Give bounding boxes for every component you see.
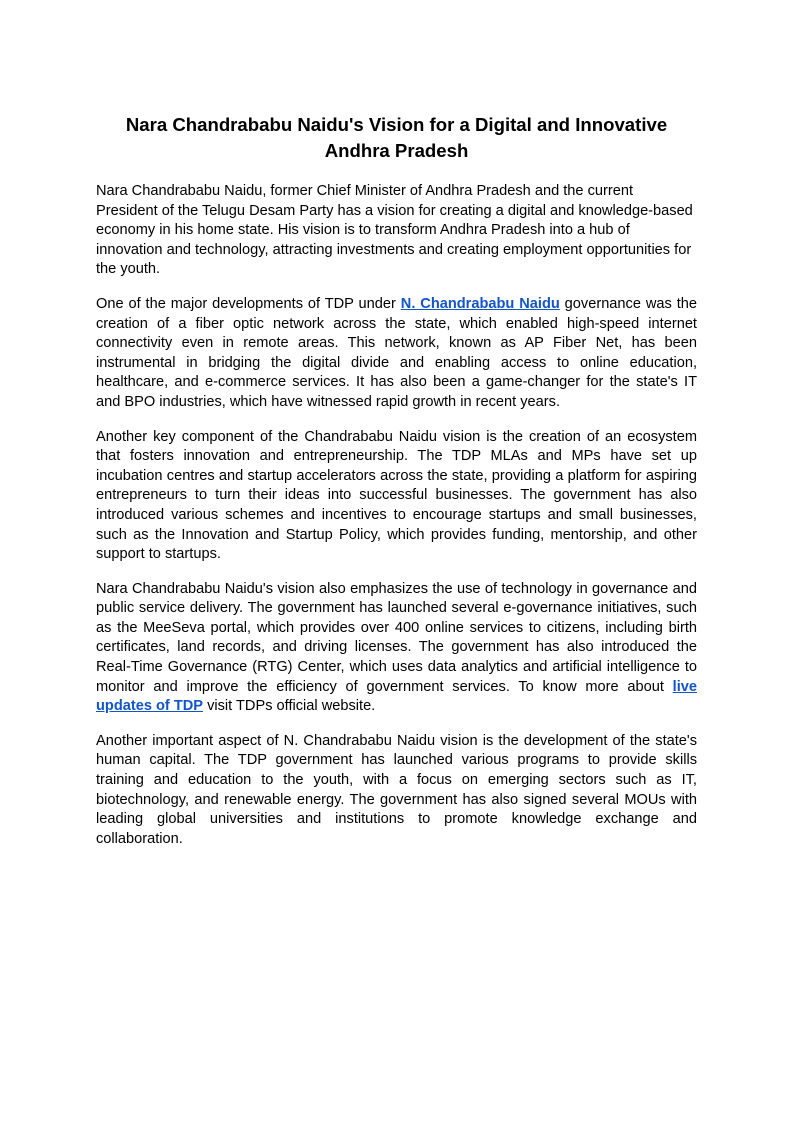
paragraph-text: visit TDPs official website. [203,698,376,715]
paragraph-text: governance was the creation of a fiber optic network across the state, which enabled high-speed internet connectivity even in remote areas. This network, known as AP Fiber Net, has been instrumental in bridging the digital divide and enabling access to online education, healthcare, and e-commerce services. It has also been a game-changer for the state's IT and BPO industries, which have witnessed rapid growth in recent years. [96,295,697,410]
paragraph-text: One of the major developments of TDP under [96,295,401,312]
document-page [96,112,697,864]
chandrababu-naidu-link[interactable]: N. Chandrababu Naidu [400,295,560,312]
live-updates-tdp-link[interactable]: live updates of TDP [96,678,697,715]
paragraph-innovation-ecosystem: Another key component of the Chandrababu Naidu vision is the creation of an ecosystem that fosters innovation and entrepreneurship. The TDP MLAs and MPs have set up incubation centres and startup accelerators across the state, providing a platform for aspiring entrepreneurs to turn their ideas into successful businesses. The government has also introduced various schemes and incentives to encourage startups and small businesses, such as the Innovation and Startup Policy, which provides funding, mentorship, and other support to startups. [96,428,697,563]
paragraph-e-governance [96,580,697,717]
paragraph-fiber-net [96,295,697,413]
title-line-2: Andhra Pradesh [324,140,469,161]
paragraph-text: Nara Chandrababu Naidu's vision also emphasizes the use of technology in governance and public service delivery. The government has launched several e-governance initiatives, such as the MeeSeva portal, which provides over 400 online services to citizens, including birth certificates, land records, and driving licenses. The government has also introduced the Real-Time Governance (RTG) Center, which uses data analytics and artificial intelligence to monitor and improve the efficiency of government services. To know more about [96,580,697,695]
title-line-1: Nara Chandrababu Naidu's Vision for a Digital and Innovative [125,114,668,135]
paragraph-human-capital: Another important aspect of N. Chandrababu Naidu vision is the development of the state's human capital. The TDP government has launched various programs to provide skills training and education to the youth, with a focus on emerging sectors such as IT, biotechnology, and renewable energy. The government has also signed several MOUs with leading global universities and institutions to promote knowledge exchange and collaboration. [96,732,697,847]
paragraph-intro: Nara Chandrababu Naidu, former Chief Minister of Andhra Pradesh and the current President of the Telugu Desam Party has a vision for creating a digital and knowledge-based economy in his home state. His vision is to transform Andhra Pradesh into a hub of innovation and technology, attracting investments and creating employment opportunities for the youth. [96,183,693,278]
document-title [96,112,697,164]
